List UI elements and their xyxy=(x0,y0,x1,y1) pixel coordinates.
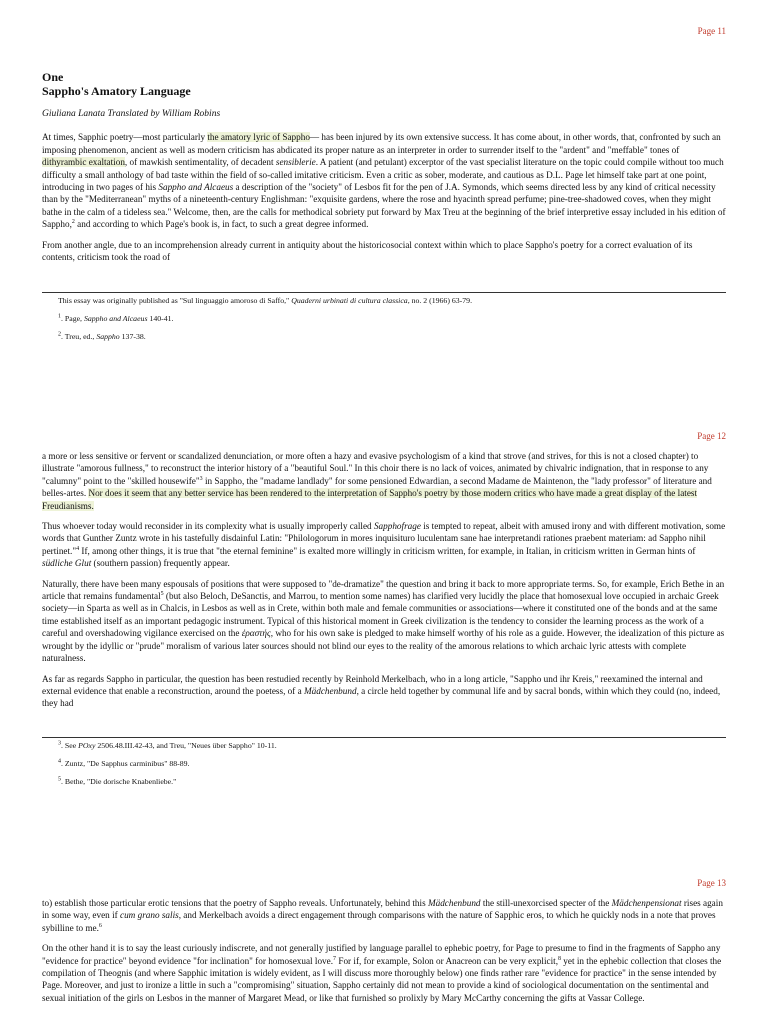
page-number: Page 11 xyxy=(697,26,726,36)
footnote-ref[interactable]: 5 xyxy=(160,591,164,597)
paragraph: Naturally, there have been many espousals of positions that were supposed to "de-dramatize" the question and bring it back to more appropriate terms. So, for example, Erich Bethe in an article that remains fundamental$^5$ (but also Beloch, DeSanctis, and Marrou, to mention some names) has clarified very lucidly the place that homosexual love occupied in archaic Greek society—in Sparta as well as in Chalcis, in Lesbos as well as in Crete, within both male and female communities or associations—where it constituted one of the bonds and at the same time established itself as an important pedagogic instrument. Typical of this historical moment in Greek civilization is the tendency to consider the learning process as the work of a careful and overshadowing vigilance exercised on the ἐραστής, who for his own sake is pledged to make himself worthy of his role as a guide. However, the idealization of this picture as wrought by the idyllic or "prude" moralism of various later sources should not blind our eyes to the reality of the amorous relations to which archaic lyric attests with complete naturalness. xyxy=(42,578,725,664)
footnote-ref[interactable]: 8 xyxy=(558,955,561,962)
paragraph: a more or less sensitive or fervent or scandalized denunciation, or more often a hazy and evasive psychologism of a kind that strove (and strives, for this is not a closed chapter) to illustrate "amorous fullness," to reconstruct the interior history of a "beautiful Soul." In this choir there is no lack of voices, animated by chivalric indignation, that in response to any "calumny" point to the "skilled housewife"$^3$ in Sappho, the "madame landlady" for some pensioned Edwardian, a second Madame de Maintenon, the "lady professor" of literature and belles-artes. Nor does it seem that any better service has been rendered to the interpretation of Sappho's poetry by those modern critics who have made a great display of the latest Freudianisms. xyxy=(42,451,712,511)
footnote: $^5$. Bethe, "Die dorische Knabenliebe." xyxy=(58,776,177,786)
footnote-divider xyxy=(42,292,726,293)
paragraph: As far as regards Sappho in particular, the question has been restudied recently by Reinhold Merkelbach, who in a long article, "Sappho und ihr Kreis," reexamined the internal and external evidence that enable a reconstruction, around the poetess, of a Mädchenbund, a circle held together by communal life and by sacral bonds, within which they could (no, indeed, they had xyxy=(42,673,721,709)
page-number: Page 13 xyxy=(697,878,726,888)
page-12-body xyxy=(42,450,726,718)
paragraph: to) establish those particular erotic tensions that the poetry of Sappho reveals. Unfortunately, behind this Mädchenbund the still-unexorcised specter of the Mädchenpensionat rises again in some way, even if cum grano salis, and Merkelbach avoids a direct engagement through comparisons with the nature of Sapphic eros, to which he quickly nods in a note that proves sybilline to me.$^6$ xyxy=(42,898,723,933)
footnote-ref[interactable]: 7 xyxy=(333,955,337,962)
footnote: $^2$. Treu, ed., Sappho 137-38. xyxy=(58,331,146,341)
footnote: $^3$. See POxy 2506.48.III.42-43, and Treu, "Neues über Sappho" 10-11. xyxy=(58,740,277,750)
page-13-body xyxy=(42,897,726,1012)
chapter-title: Sappho's Amatory Language xyxy=(42,84,191,98)
footnote: $^4$. Zuntz, "De Sapphus carminibus" 88-89. xyxy=(58,758,190,768)
footnote-divider xyxy=(42,737,726,738)
page-12-footnotes xyxy=(42,737,726,795)
highlight: the amatory lyric of Sappho xyxy=(207,132,310,143)
paragraph: On the other hand it is to say the least curiously indiscrete, and not generally justified by language parallel to ephebic poetry, for Page to presume to find in the fragments of Sappho any "evidence for practice" beyond evidence "for inclination" for homosexual love.$^7$ For if, for example, Solon or Anacreon can be very explicit,$^8$ yet in the ephebic collection that closes the compilation of Theognis (and where Sapphic imitation is widely evident, as I will discuss more thoroughly below) one finds rather rare "evidence for practice" in the sense intended by Page. Moreover, and just to ironize a little in such a "compromising" situation, Sappho certainly did not mean to provide a kind of sociological documentation on the sentimental and sexual initiation of the girls on Lesbos in the manner of Margaret Mead, or like that furnished so prolixly by Mary McCarthy concerning the gifts at Vassar College. xyxy=(42,943,722,1003)
byline: Giuliana Lanata Translated by William Robins xyxy=(42,109,221,119)
footnote-ref[interactable]: 2 xyxy=(71,219,75,226)
paragraph: From another angle, due to an incomprehension already current in antiquity about the historicosocial context within which to place Sappho's poetry for a correct evaluation of its contents, criticism took the road of xyxy=(42,239,693,263)
page-11-footnotes xyxy=(42,292,726,350)
highlight: dithyrambic exaltation xyxy=(42,157,125,168)
footnote-ref[interactable]: 3 xyxy=(199,475,203,482)
highlight: Nor does it seem that any better service has been rendered to the interpretation of Sappho's poetry by those modern critics who have made a great display of the latest Freudianisms. xyxy=(42,488,698,511)
page-number: Page 12 xyxy=(697,431,726,441)
footnote: This essay was originally published as "Sul linguaggio amoroso di Saffo," Quaderni urbinati di cultura classica, no. 2 (1966) 63-79. xyxy=(58,296,473,305)
footnote-ref[interactable]: 4 xyxy=(76,545,80,552)
footnote-ref[interactable]: 6 xyxy=(98,922,102,929)
paragraph: Thus whoever today would reconsider in its complexity what is usually improperly called Sapphofrage is tempted to repeat, albeit with amused irony and with different motivation, some words that Gunther Zuntz wrote in his tastefully disdainful Latin: "Philologorum in mores inquisituro luculentam sane hae interpretandi rationes praebent materiam: ad Sappho nihil pertinet."$^4$ If, among other things, it is true that "the eternal feminine" is exalted more willingly in criticism written, for example, in Italian, in criticism written in German hints of südliche Glut (southern passion) frequently appear. xyxy=(42,521,726,569)
paragraph: At times, Sapphic poetry—most particularly the amatory lyric of Sappho— has been injured by its own extensive success. It has come about, in other words, that, confronted by such an imposing phenomenon, ancient as well as modern criticism has abdicated its proper nature as an interpreter in order to surrender itself to the "ardent" and "meffable" tones of dithyrambic exaltation, of mawkish sentimentality, of decadent sensiblerie. A patient (and petulant) excerptor of the vast specialist literature on the topic could compile without too much difficulty a small anthology of bad taste within the field of so-called imitative criticism. Even a critic as sober, moderate, and cautious as D.L. Page let himself take part at one point, introducing in two pages of his Sappho and Alcaeus a description of the "society" of Lesbos fit for the pen of J.A. Symonds, which seems directed less by any kind of critical necessity than by the "Mediterranean" myths of a nineteenth-century Englishman: "exquisite gardens, where the rose and hyacinth spread perfume; pine-tree-shadowed coves, when they might bathe in the calm of a tideless sea." Welcome, then, are the calls for methodical sobriety put forward by Max Treu at the beginning of the brief interpretive essay included in his edition of Sappho,$^2$ and according to which Page's book is, in fact, to such a great degree informed. xyxy=(42,132,726,230)
chapter-number: One xyxy=(42,70,64,84)
footnote: $^1$. Page, Sappho and Alcaeus 140-41. xyxy=(58,313,174,323)
page-11-body xyxy=(42,71,726,271)
